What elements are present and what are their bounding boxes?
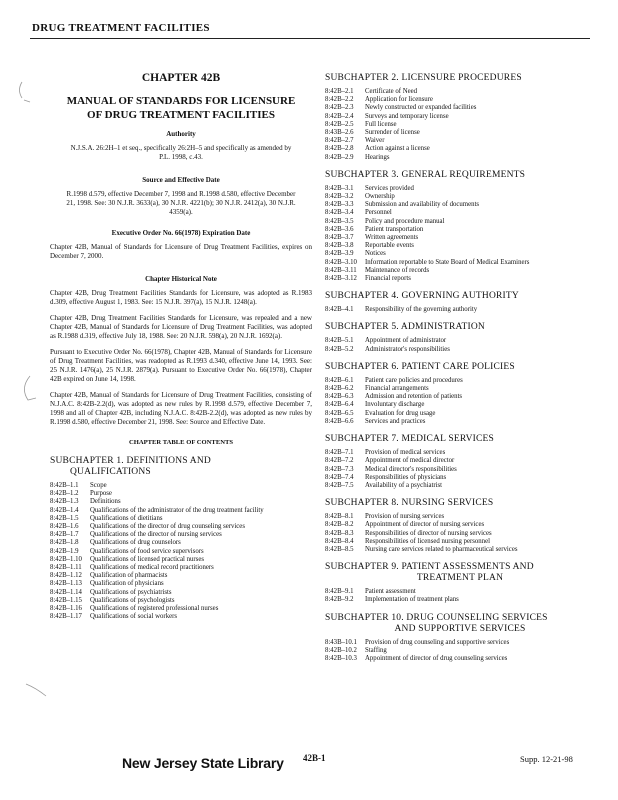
section-number: 8:42B–7.4 — [325, 473, 354, 481]
subchapter-heading: SUBCHAPTER 6. PATIENT CARE POLICIES — [325, 361, 515, 372]
section-title: Nursing care services related to pharmaceutical services — [365, 545, 518, 553]
supplement-date: Supp. 12-21-98 — [520, 754, 573, 764]
toc-entry — [325, 275, 595, 283]
subchapter-heading: SUBCHAPTER 2. LICENSURE PROCEDURES — [325, 73, 522, 83]
manual-title — [50, 94, 312, 122]
section-title: Action against a license — [365, 145, 430, 153]
toc-entry — [50, 605, 312, 613]
section-number: 8:42B–1.2 — [50, 490, 79, 498]
toc-entry — [50, 564, 312, 572]
toc-entry — [325, 457, 595, 465]
section-number: 8:42B–1.17 — [50, 613, 82, 621]
exec-order-heading: Executive Order No. 66(1978) Expiration Date — [111, 229, 251, 237]
toc-list — [325, 449, 595, 490]
toc-entry — [50, 507, 312, 515]
section-number: 8:42B–6.2 — [325, 385, 354, 393]
toc-entry — [325, 154, 595, 162]
toc-entry — [325, 530, 595, 538]
section-title: Maintenance of records — [365, 266, 430, 274]
section-number: 8:42B–3.6 — [325, 225, 354, 233]
manual-title-line: MANUAL OF STANDARDS FOR LICENSURE — [66, 95, 296, 107]
toc-entry — [325, 410, 595, 418]
margin-mark — [18, 374, 40, 404]
toc-entry — [50, 548, 312, 556]
section-number: 8:42B–8.5 — [325, 545, 354, 553]
section-title: Qualifications of licensed practical nurses — [90, 555, 204, 563]
toc-entry — [50, 490, 312, 498]
section-number: 8:42B–1.6 — [50, 523, 79, 531]
library-stamp: New Jersey State Library — [122, 755, 284, 771]
section-number: 8:42B–3.9 — [325, 250, 354, 258]
section-number: 8:42B–3.1 — [325, 184, 354, 192]
toc-entry — [325, 596, 595, 604]
section-number: 8:42B–2.7 — [325, 137, 354, 145]
section-number: 8:43B–10.1 — [325, 638, 357, 646]
section-title: Patient care policies and procedures — [365, 376, 463, 384]
toc-entry — [50, 531, 312, 539]
section-number: 8:42B–8.2 — [325, 521, 354, 529]
header-rule — [30, 38, 590, 39]
section-number: 8:42B–1.15 — [50, 596, 82, 604]
toc-entry — [50, 556, 312, 564]
section-title: Personnel — [365, 209, 392, 217]
section-number: 8:42B–7.3 — [325, 465, 354, 473]
section-number: 8:42B–1.13 — [50, 580, 82, 588]
authority-heading: Authority — [166, 130, 196, 138]
section-title: Qualifications of the administrator of the drug treatment facility — [90, 506, 264, 514]
toc-entry — [325, 401, 595, 409]
section-title: Certificate of Need — [365, 88, 418, 95]
section-title: Full license — [365, 120, 397, 128]
section-number: 8:42B–4.1 — [325, 306, 354, 314]
source-heading: Source and Effective Date — [142, 176, 220, 184]
section-number: 8:42B–9.1 — [325, 588, 354, 596]
subchapter-heading — [325, 613, 595, 635]
toc-entry — [325, 88, 595, 96]
section-title: Availability of a psychiatrist — [365, 481, 443, 489]
section-title: Financial reports — [365, 275, 411, 283]
section-number: 8:42B–7.5 — [325, 481, 354, 489]
section-title: Responsibilities of director of nursing services — [365, 529, 492, 537]
section-title: Appointment of medical director — [365, 457, 455, 465]
toc-entry — [325, 267, 595, 275]
chapter-title: CHAPTER 42B — [141, 72, 221, 84]
toc-entry — [325, 513, 595, 521]
toc-entry — [325, 418, 595, 426]
section-number: 8:42B–3.2 — [325, 193, 354, 201]
section-title: Definitions — [90, 498, 121, 506]
toc-entry — [325, 129, 595, 137]
section-title: Qualifications of psychiatrists — [90, 588, 172, 596]
subchapter-heading: SUBCHAPTER 8. NURSING SERVICES — [325, 498, 494, 509]
section-title: Involuntary discharge — [365, 401, 425, 409]
toc-entry — [325, 193, 595, 201]
history-paragraph: Chapter 42B, Manual of Standards for Licensure of Drug Treatment Facilities, consisting of N.J.A.C. 8:42B-2.2(d), was adopted as new rules by R.1998 d.579, effective December 7, 1998 and all of Chapter 42B, including N.J.A.C. 8:42B-2.2(d), was adopted as new rules by R.1998 d.580, effective December 21, 1998. See: Source and Effective Date. — [50, 391, 312, 426]
toc-entry — [50, 589, 312, 597]
subchapter-heading: SUBCHAPTER 7. MEDICAL SERVICES — [325, 434, 495, 445]
section-title: Services and practices — [365, 417, 426, 425]
toc-entry — [50, 597, 312, 605]
section-title: Application for licensure — [365, 96, 433, 104]
section-number: 8:42B–2.4 — [325, 112, 354, 120]
toc-entry — [325, 306, 595, 314]
section-title: Surrender of license — [365, 129, 420, 137]
section-title: Responsibilities of physicians — [365, 473, 447, 481]
subchapter-heading-line: TREATMENT PLAN — [416, 573, 504, 584]
toc-entry — [325, 113, 595, 121]
subchapter-heading-line: AND SUPPORTIVE SERVICES — [394, 623, 526, 634]
section-title: Qualifications of social workers — [90, 613, 178, 621]
section-title: Financial arrangements — [365, 385, 429, 393]
section-number: 8:42B–1.12 — [50, 572, 82, 580]
section-number: 8:42B–1.7 — [50, 531, 79, 539]
toc-entry — [50, 572, 312, 580]
toc-entry — [325, 218, 595, 226]
toc-entry — [325, 385, 595, 393]
toc-list — [325, 337, 595, 353]
toc-list — [325, 513, 595, 554]
section-number: 8:42B–2.9 — [325, 153, 354, 161]
section-number: 8:42B–2.5 — [325, 120, 354, 128]
toc-entry — [325, 588, 595, 596]
section-title: Responsibilities of licensed nursing personnel — [365, 537, 490, 545]
toc-entry — [325, 655, 595, 663]
section-title: Qualifications of food service supervisors — [90, 547, 204, 555]
section-number: 8:42B–1.9 — [50, 547, 79, 555]
section-number: 8:42B–3.11 — [325, 266, 357, 274]
section-number: 8:42B–3.5 — [325, 217, 354, 225]
section-title: Provision of nursing services — [365, 513, 445, 521]
section-title: Submission and availability of documents — [365, 201, 480, 209]
section-number: 8:42B–1.8 — [50, 539, 79, 547]
section-number: 8:42B–9.2 — [325, 596, 354, 604]
section-number: 8:42B–8.4 — [325, 537, 354, 545]
toc-entry — [325, 209, 595, 217]
section-title: Qualifications of medical record practitioners — [90, 564, 214, 572]
section-number: 8:42B–1.4 — [50, 506, 79, 514]
subchapter-heading: SUBCHAPTER 3. GENERAL REQUIREMENTS — [325, 169, 526, 180]
section-title: Waiver — [365, 137, 385, 145]
section-number: 8:42B–5.2 — [325, 345, 354, 353]
section-number: 8:42B–7.2 — [325, 457, 354, 465]
subchapter-heading-line: QUALIFICATIONS — [70, 467, 151, 477]
section-title: Notices — [365, 250, 386, 258]
section-number: 8:42B–2.2 — [325, 96, 354, 104]
toc-entry — [325, 242, 595, 250]
history-paragraph: Chapter 42B, Drug Treatment Facilities Standards for Licensure, was repealed and a new Chapter 42B, Manual of Standards for Licensure of Drug Treatment Facilities, was adopted as R.1988 d.319, effective July 18, 1988. See: 20 N.J.R. 598(a), 20 N.J.R. 1692(a). — [50, 314, 312, 340]
toc-entry — [325, 259, 595, 267]
section-title: Qualifications of drug counselors — [90, 539, 181, 547]
section-title: Qualifications of the director of drug counseling services — [90, 523, 245, 531]
toc-entry — [325, 250, 595, 258]
section-number: 8:42B–6.6 — [325, 417, 354, 425]
section-number: 8:42B–1.1 — [50, 482, 79, 489]
section-title: Qualifications of psychologists — [90, 596, 175, 604]
section-title: Evaluation for drug usage — [365, 409, 436, 417]
section-title: Qualifications of registered professional nurses — [90, 605, 219, 613]
subchapter-heading — [325, 562, 595, 584]
section-number: 8:42B–6.5 — [325, 409, 354, 417]
toc-entry — [50, 482, 312, 490]
section-title: Appointment of director of drug counseling services — [365, 654, 508, 662]
section-number: 8:42B–6.3 — [325, 393, 354, 401]
section-number: 8:42B–8.1 — [325, 513, 354, 521]
toc-entry — [325, 393, 595, 401]
section-number: 8:42B–2.1 — [325, 88, 354, 95]
section-title: Policy and procedure manual — [365, 217, 445, 225]
section-title: Administrator's responsibilities — [365, 345, 450, 353]
section-number: 8:42B–1.10 — [50, 555, 82, 563]
section-title: Newly constructed or expanded facilities — [365, 104, 477, 112]
toc-list — [325, 88, 595, 162]
toc-entry — [325, 226, 595, 234]
section-number: 8:42B–3.3 — [325, 201, 354, 209]
toc-entry — [50, 580, 312, 588]
toc-entry — [325, 377, 595, 385]
manual-title-line: OF DRUG TREATMENT FACILITIES — [87, 109, 275, 121]
section-title: Scope — [90, 482, 107, 489]
toc-entry — [325, 145, 595, 153]
toc-entry — [325, 474, 595, 482]
section-number: 8:42B–5.1 — [325, 337, 354, 345]
subchapter-heading-line: SUBCHAPTER 1. DEFINITIONS AND — [50, 456, 211, 466]
margin-mark — [14, 80, 34, 104]
section-number: 8:42B–3.8 — [325, 242, 354, 250]
toc-list — [325, 588, 595, 604]
section-number: 8:42B–3.7 — [325, 234, 354, 242]
section-title: Staffing — [365, 646, 387, 654]
section-number: 8:42B–3.10 — [325, 258, 357, 266]
section-title: Qualifications of the director of nursing services — [90, 531, 222, 539]
toc-entry — [325, 449, 595, 457]
section-title: Patient assessment — [365, 588, 416, 596]
toc-entry — [325, 538, 595, 546]
toc-entry — [325, 137, 595, 145]
history-heading: Chapter Historical Note — [145, 275, 217, 283]
subchapter-heading: SUBCHAPTER 4. GOVERNING AUTHORITY — [325, 291, 519, 302]
toc-entry — [325, 234, 595, 242]
toc-list — [50, 482, 312, 621]
toc-entry — [325, 639, 595, 647]
section-title: Qualification of pharmacists — [90, 572, 168, 580]
toc-list — [325, 306, 595, 314]
section-number: 8:42B–1.5 — [50, 514, 79, 522]
section-title: Appointment of director of nursing services — [365, 521, 485, 529]
toc-entry — [50, 613, 312, 621]
section-number: 8:42B–2.3 — [325, 104, 354, 112]
toc-entry — [325, 546, 595, 554]
section-number: 8:43B–2.6 — [325, 129, 354, 137]
section-number: 8:42B–1.16 — [50, 605, 82, 613]
toc-entry — [325, 521, 595, 529]
toc-entry — [325, 647, 595, 655]
section-title: Provision of medical services — [365, 449, 446, 457]
right-column — [325, 70, 595, 663]
section-number: 8:42B–7.1 — [325, 449, 354, 457]
toc-list — [325, 185, 595, 283]
toc-entry — [325, 482, 595, 490]
toc-entry — [325, 337, 595, 345]
section-title: Qualifications of dietitians — [90, 514, 163, 522]
section-number: 8:42B–1.3 — [50, 498, 79, 506]
section-title: Purpose — [90, 490, 112, 498]
section-title: Information reportable to State Board of Medical Examiners — [365, 258, 530, 266]
section-number: 8:42B–6.4 — [325, 401, 354, 409]
toc-entry — [325, 185, 595, 193]
toc-entry — [50, 515, 312, 523]
section-title: Medical director's responsibilities — [365, 465, 457, 473]
section-number: 8:42B–3.4 — [325, 209, 354, 217]
authority-text: N.J.S.A. 26:2H–1 et seq., specifically 26:2H–5 and specifically as amended by P.L. 1998, c.43. — [70, 144, 292, 161]
subchapter-heading — [50, 456, 312, 478]
section-number: 8:42B–2.8 — [325, 145, 354, 153]
running-head: DRUG TREATMENT FACILITIES — [32, 22, 210, 34]
source-text: R.1998 d.579, effective December 7, 1998 and R.1998 d.580, effective December 21, 1998. See: 30 N.J.R. 3633(a), 30 N.J.R. 4221(b); 30 N.J.R. 2412(a), 30 N.J.R. 4359(a). — [66, 190, 296, 216]
section-number: 8:42B–10.2 — [325, 646, 357, 654]
section-number: 8:42B–1.14 — [50, 588, 82, 596]
section-title: Appointment of administrator — [365, 337, 447, 345]
section-title: Admission and retention of patients — [365, 393, 463, 401]
section-title: Responsibility of the governing authority — [365, 306, 478, 314]
section-title: Hearings — [365, 153, 390, 161]
toc-entry — [325, 96, 595, 104]
section-title: Provision of drug counseling and supportive services — [365, 638, 510, 646]
subchapter-heading-line: SUBCHAPTER 10. DRUG COUNSELING SERVICES — [325, 612, 548, 623]
toc-heading: CHAPTER TABLE OF CONTENTS — [128, 439, 234, 446]
section-title: Implementation of treatment plans — [365, 596, 459, 604]
section-title: Reportable events — [365, 242, 414, 250]
exec-order-text: Chapter 42B, Manual of Standards for Licensure of Drug Treatment Facilities, expires on December 7, 2000. — [50, 243, 312, 260]
section-number: 8:42B–3.12 — [325, 275, 357, 283]
section-number: 8:42B–8.3 — [325, 529, 354, 537]
toc-entry — [325, 104, 595, 112]
section-title: Qualification of physicians — [90, 580, 164, 588]
margin-mark — [22, 680, 50, 700]
section-title: Services provided — [365, 184, 414, 192]
toc-entry — [325, 346, 595, 354]
toc-entry — [50, 539, 312, 547]
toc-entry — [325, 121, 595, 129]
toc-entry — [325, 466, 595, 474]
page-number: 42B-1 — [303, 753, 326, 763]
section-number: 8:42B–6.1 — [325, 376, 354, 384]
left-column — [50, 68, 312, 621]
subchapter-heading-line: SUBCHAPTER 9. PATIENT ASSESSMENTS AND — [325, 562, 534, 573]
history-paragraph: Chapter 42B, Drug Treatment Facilities Standards for Licensure, was adopted as R.1983 d.309, effective August 1, 1983. See: 15 N.J.R. 397(a), 15 N.J.R. 1248(a). — [50, 289, 312, 306]
section-number: 8:42B–10.3 — [325, 654, 357, 662]
subchapter-heading: SUBCHAPTER 5. ADMINISTRATION — [325, 322, 485, 333]
section-number: 8:42B–1.11 — [50, 564, 82, 572]
toc-list — [325, 639, 595, 664]
toc-list — [325, 377, 595, 426]
section-title: Patient transportation — [365, 225, 424, 233]
toc-entry — [325, 201, 595, 209]
section-title: Written agreements — [365, 234, 419, 242]
toc-entry — [50, 523, 312, 531]
history-paragraph: Pursuant to Executive Order No. 66(1978), Chapter 42B, Manual of Standards for Licensure of Drug Treatment Facilities, was readopted as R.1993 d.340, effective June 14, 1993. See: 25 N.J.R. 1476(a), 25 N.J.R. 2879(a). Pursuant to Executive Order No. 66(1978), Chapter 42B expired on June 14, 1998. — [50, 348, 312, 383]
section-title: Surveys and temporary license — [365, 112, 449, 120]
toc-entry — [50, 498, 312, 506]
section-title: Ownership — [365, 193, 395, 201]
